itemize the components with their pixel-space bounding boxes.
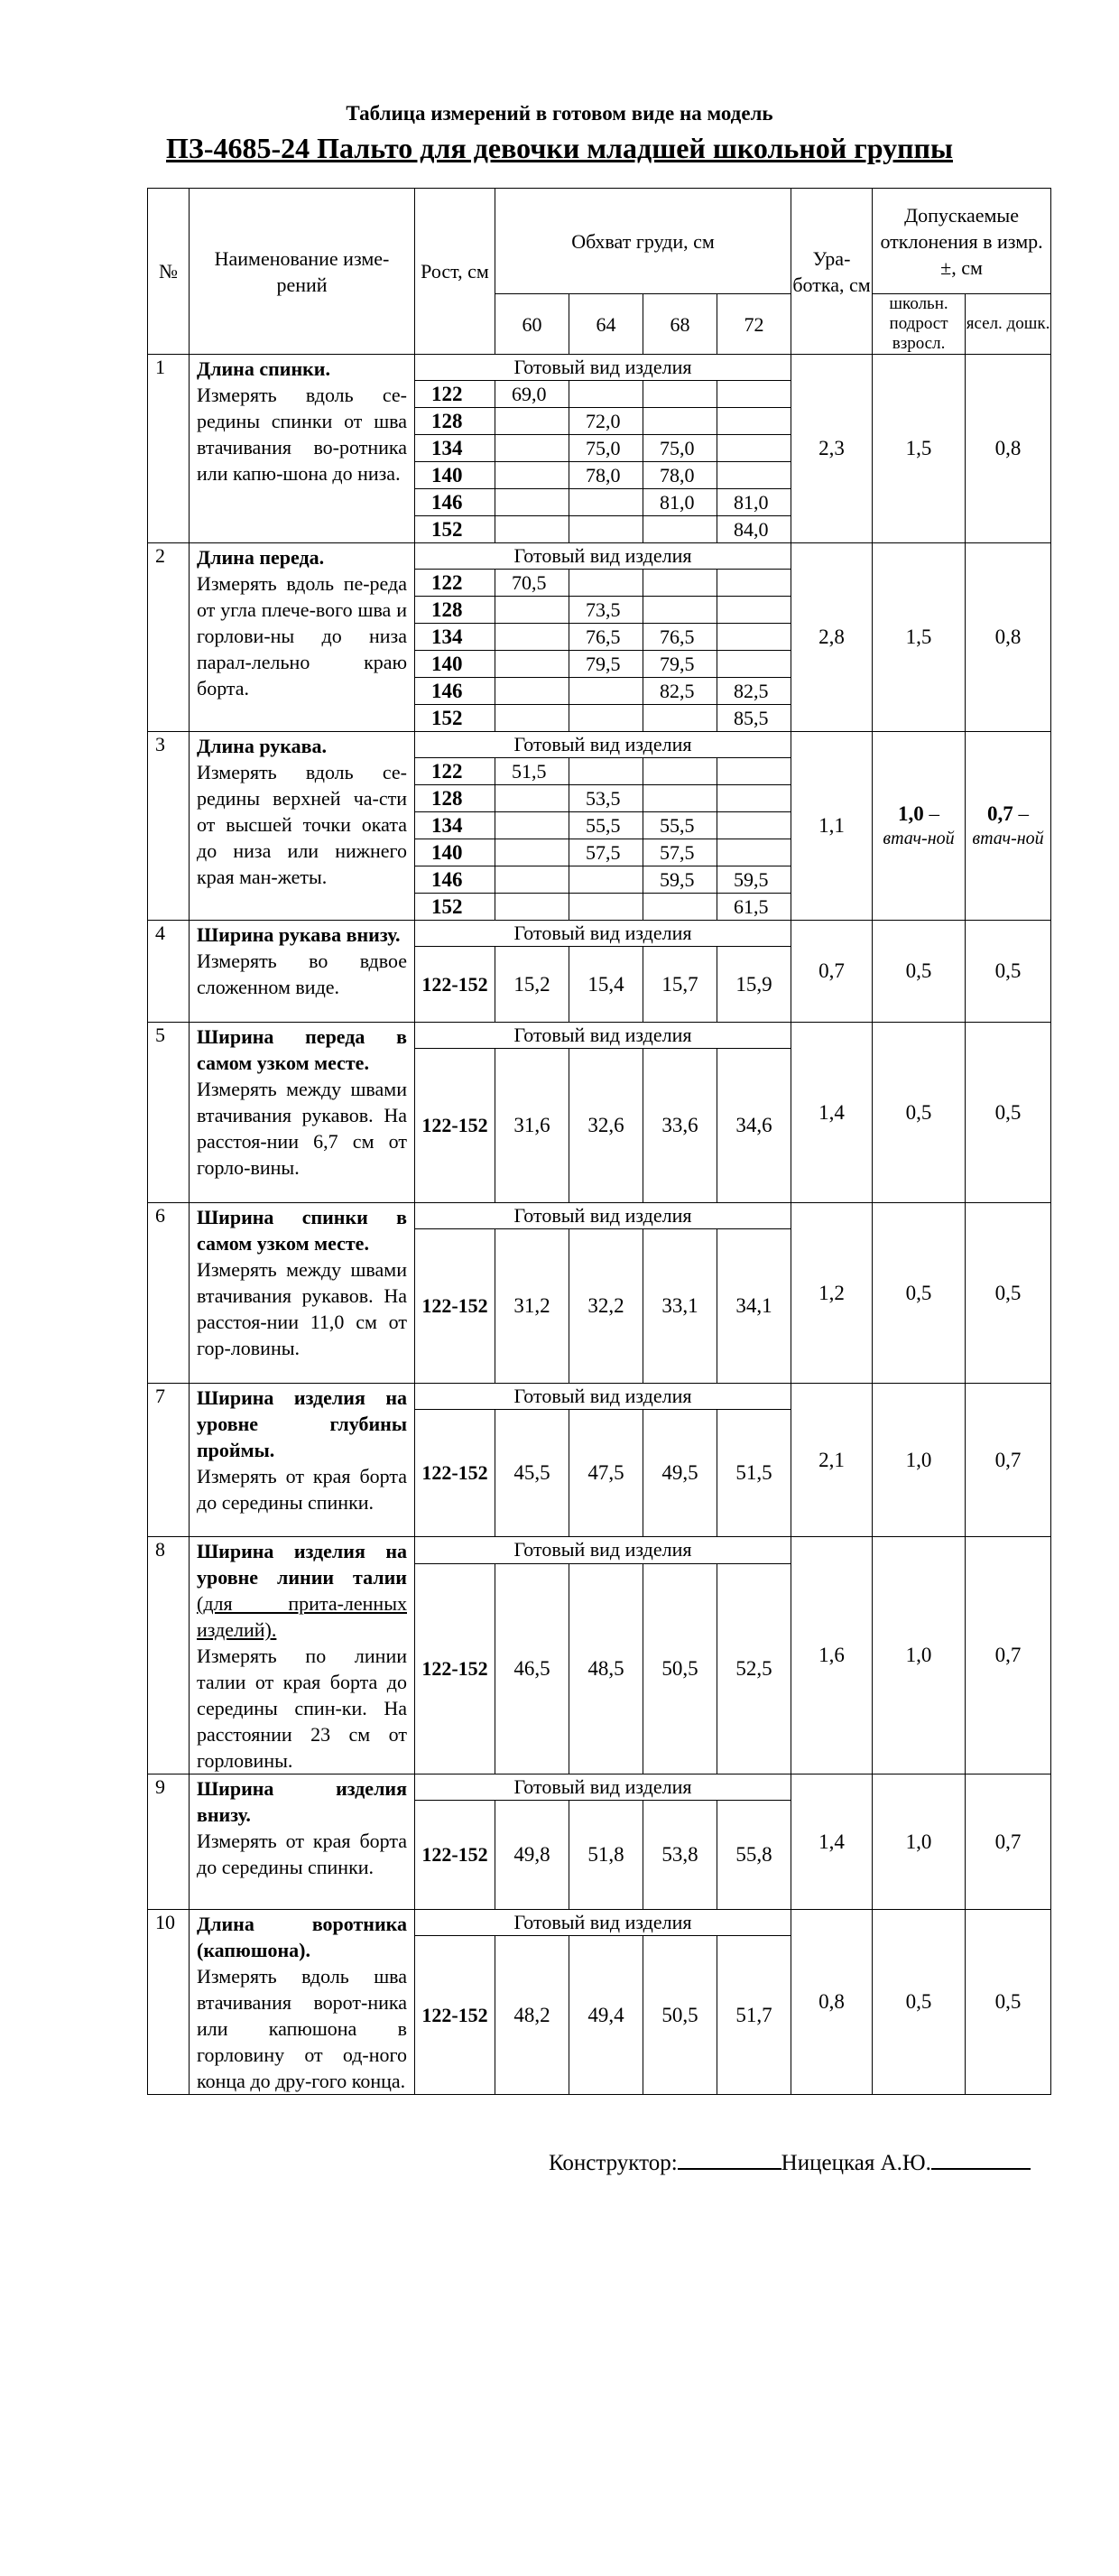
table-row	[148, 1023, 1051, 1049]
measurement-value: 78,0	[643, 462, 717, 489]
document-title-text: ПЗ-4685-24 Пальто для девочки младшей школьной группы	[166, 132, 953, 164]
header-chest-64: 64	[569, 294, 643, 355]
tolerance-nursery-value: 0,7	[994, 1448, 1022, 1471]
height-value: 128	[415, 408, 495, 435]
shrink-value: 1,1	[791, 732, 873, 921]
table-row	[148, 732, 1051, 758]
table-row	[148, 355, 1051, 381]
measurement-value	[569, 516, 643, 543]
tolerance-nursery	[966, 1774, 1051, 1910]
measurement-title: Ширина изделия на уровне линии талии	[197, 1540, 407, 1589]
shrink-value: 2,1	[791, 1384, 873, 1537]
height-value: 122	[415, 758, 495, 785]
height-value: 146	[415, 678, 495, 705]
measurement-value: 31,2	[495, 1229, 569, 1384]
measurement-value: 57,5	[569, 839, 643, 866]
measurement-name	[190, 1537, 415, 1774]
row-number: 5	[148, 1023, 190, 1203]
row-number: 7	[148, 1384, 190, 1537]
tolerance-nursery	[966, 732, 1051, 921]
measurement-value	[643, 570, 717, 597]
table-row	[148, 1537, 1051, 1564]
measurement-value: 59,5	[643, 866, 717, 894]
tolerance-nursery	[966, 355, 1051, 543]
measurement-value	[495, 839, 569, 866]
tolerance-school-value: 1,0	[905, 1448, 932, 1471]
measurement-value: 33,1	[643, 1229, 717, 1384]
measurement-title: Ширина изделия на уровне глубины проймы.	[197, 1386, 407, 1461]
measurement-value	[717, 785, 791, 812]
measurement-value: 48,5	[569, 1563, 643, 1774]
measurement-description: Измерять вдоль пе-реда от угла плече-вого шва и горлови-ны до низа парал-лельно краю борта.	[197, 572, 407, 700]
table-subtitle: Таблица измерений в готовом виде на модель	[346, 102, 773, 125]
height-value: 152	[415, 894, 495, 921]
document-title	[0, 132, 1119, 165]
tolerance-school-note: втач-ной	[883, 829, 955, 848]
tolerance-nursery-value: 0,5	[994, 1100, 1022, 1124]
header-name: Наименование изме-рений	[190, 189, 415, 355]
header-tol-school: школьн. подрост взросл.	[873, 294, 966, 355]
row-number: 8	[148, 1537, 190, 1774]
signature-line-end	[931, 2168, 1031, 2170]
measurement-name	[190, 543, 415, 732]
height-value: 146	[415, 866, 495, 894]
measurement-description: Измерять вдоль се-редины спинки от шва втачивания во-ротника или капю-шона до низа.	[197, 384, 407, 485]
tolerance-school	[873, 921, 966, 1023]
measurement-value: 57,5	[643, 839, 717, 866]
measurement-value	[643, 408, 717, 435]
measurement-value	[717, 624, 791, 651]
row-number: 4	[148, 921, 190, 1023]
tolerance-nursery	[966, 1203, 1051, 1384]
tolerance-school-value: 0,5	[905, 1281, 932, 1304]
measurement-value	[717, 758, 791, 785]
measurement-table	[147, 188, 1051, 2095]
measurement-title: Длина воротника (капюшона).	[197, 1913, 407, 1961]
measurement-value: 34,6	[717, 1049, 791, 1203]
measurement-name	[190, 732, 415, 921]
measurement-value: 49,4	[569, 1936, 643, 2095]
measurement-value	[643, 758, 717, 785]
height-range: 122-152	[415, 1229, 495, 1384]
measurement-value	[569, 570, 643, 597]
measurement-value: 82,5	[717, 678, 791, 705]
signature-line	[678, 2168, 781, 2170]
row-number: 9	[148, 1774, 190, 1910]
header-no: №	[148, 189, 190, 355]
ready-view-label: Готовый вид изделия	[415, 1910, 791, 1936]
measurement-value	[717, 462, 791, 489]
tolerance-school	[873, 1203, 966, 1384]
measurement-value	[569, 489, 643, 516]
measurement-value: 82,5	[643, 678, 717, 705]
header-height: Рост, см	[415, 189, 495, 355]
height-value: 134	[415, 624, 495, 651]
tolerance-nursery	[966, 543, 1051, 732]
measurement-name	[190, 921, 415, 1023]
height-value: 140	[415, 839, 495, 866]
height-range: 122-152	[415, 1410, 495, 1537]
measurement-title: Ширина спинки в самом узком месте.	[197, 1206, 407, 1255]
measurement-value	[717, 435, 791, 462]
constructor-name: Ницецкая А.Ю.	[781, 2151, 931, 2175]
measurement-value: 81,0	[643, 489, 717, 516]
measurement-value	[495, 624, 569, 651]
measurement-value	[495, 408, 569, 435]
measurement-value: 15,9	[717, 947, 791, 1023]
measurement-value	[495, 866, 569, 894]
measurement-value: 48,2	[495, 1936, 569, 2095]
measurement-description: Измерять между швами втачивания рукавов. На расстоя-нии 11,0 см от гор-ловины.	[197, 1258, 407, 1359]
height-value: 134	[415, 435, 495, 462]
measurement-value: 72,0	[569, 408, 643, 435]
tolerance-nursery	[966, 1384, 1051, 1537]
measurement-value: 49,8	[495, 1801, 569, 1910]
height-range: 122-152	[415, 1563, 495, 1774]
height-value: 122	[415, 570, 495, 597]
tolerance-nursery-value: 0,8	[994, 625, 1022, 648]
measurement-value: 50,5	[643, 1563, 717, 1774]
measurement-value: 31,6	[495, 1049, 569, 1203]
tolerance-school	[873, 1023, 966, 1203]
height-range: 122-152	[415, 947, 495, 1023]
measurement-description: Измерять вдоль се-редины верхней ча-сти от высшей точки оката до низа или нижнего края ман-жеты.	[197, 761, 407, 888]
measurement-value: 75,0	[569, 435, 643, 462]
measurement-value	[495, 516, 569, 543]
measurement-name	[190, 1774, 415, 1910]
header-chest-60: 60	[495, 294, 569, 355]
measurement-value: 81,0	[717, 489, 791, 516]
height-range: 122-152	[415, 1049, 495, 1203]
height-range: 122-152	[415, 1801, 495, 1910]
shrink-value: 0,7	[791, 921, 873, 1023]
tolerance-school-value: 1,0	[905, 1644, 932, 1666]
tolerance-nursery-note: втач-ной	[972, 829, 1044, 848]
tolerance-school-value: 1,5	[905, 437, 932, 459]
measurement-value: 51,5	[495, 758, 569, 785]
tolerance-school	[873, 1384, 966, 1537]
measurement-value: 51,7	[717, 1936, 791, 2095]
measurement-value	[569, 705, 643, 732]
row-number: 1	[148, 355, 190, 543]
measurement-value	[495, 785, 569, 812]
measurement-value: 51,5	[717, 1410, 791, 1537]
height-range: 122-152	[415, 1936, 495, 2095]
measurement-value	[717, 570, 791, 597]
tolerance-school-value: 0,5	[905, 1100, 932, 1124]
height-value: 128	[415, 597, 495, 624]
measurement-title: Ширина изделия внизу.	[197, 1777, 407, 1826]
measurement-value: 53,8	[643, 1801, 717, 1910]
measurement-value: 49,5	[643, 1410, 717, 1537]
measurement-value: 69,0	[495, 381, 569, 408]
measurement-title: Длина рукава.	[197, 735, 327, 757]
measurement-title: Длина переда.	[197, 546, 325, 569]
ready-view-label: Готовый вид изделия	[415, 1203, 791, 1229]
measurement-name	[190, 1023, 415, 1203]
measurement-value	[643, 516, 717, 543]
tolerance-school-value: 0,5	[905, 959, 932, 982]
measurement-value	[569, 381, 643, 408]
table-row	[148, 1203, 1051, 1229]
tolerance-nursery	[966, 921, 1051, 1023]
header-chest-72: 72	[717, 294, 791, 355]
measurement-value: 76,5	[569, 624, 643, 651]
height-value: 146	[415, 489, 495, 516]
ready-view-label: Готовый вид изделия	[415, 355, 791, 381]
measurement-description: Измерять во вдвое сложенном виде.	[197, 950, 407, 998]
tolerance-nursery	[966, 1537, 1051, 1774]
measurement-value: 76,5	[643, 624, 717, 651]
height-value: 152	[415, 705, 495, 732]
table-row	[148, 543, 1051, 570]
table-row	[148, 1384, 1051, 1410]
shrink-value: 1,6	[791, 1537, 873, 1774]
tolerance-nursery	[966, 1023, 1051, 1203]
height-value: 128	[415, 785, 495, 812]
measurement-value: 55,5	[569, 812, 643, 839]
measurement-value	[643, 785, 717, 812]
header-shrink: Ура-ботка, см	[791, 189, 873, 355]
measurement-value	[495, 705, 569, 732]
height-value: 140	[415, 651, 495, 678]
ready-view-label: Готовый вид изделия	[415, 543, 791, 570]
measurement-name	[190, 355, 415, 543]
measurement-name	[190, 1910, 415, 2095]
tolerance-school	[873, 1910, 966, 2095]
table-row	[148, 921, 1051, 947]
tolerance-dash: –	[1018, 802, 1030, 825]
measurement-value: 79,5	[569, 651, 643, 678]
measurement-value	[495, 597, 569, 624]
measurement-value: 61,5	[717, 894, 791, 921]
header-tol-nursery: ясел. дошк.	[966, 294, 1051, 355]
measurement-value: 53,5	[569, 785, 643, 812]
measurement-value	[643, 894, 717, 921]
measurement-value: 34,1	[717, 1229, 791, 1384]
ready-view-label: Готовый вид изделия	[415, 1023, 791, 1049]
measurement-value: 59,5	[717, 866, 791, 894]
measurement-title: Ширина переда в самом узком месте.	[197, 1025, 407, 1074]
measurement-value	[569, 758, 643, 785]
measurement-value	[643, 705, 717, 732]
tolerance-school	[873, 1774, 966, 1910]
tolerance-nursery-value: 0,7	[987, 802, 1013, 825]
height-value: 122	[415, 381, 495, 408]
tolerance-school	[873, 1537, 966, 1774]
tolerance-school	[873, 355, 966, 543]
measurement-value	[717, 651, 791, 678]
height-value: 134	[415, 812, 495, 839]
measurement-description: Измерять между швами втачивания рукавов. На расстоя-нии 6,7 см от горло-вины.	[197, 1078, 407, 1179]
measurement-value	[495, 894, 569, 921]
ready-view-label: Готовый вид изделия	[415, 921, 791, 947]
measurement-value	[495, 462, 569, 489]
tolerance-school	[873, 732, 966, 921]
measurement-value: 55,5	[643, 812, 717, 839]
measurement-value: 15,7	[643, 947, 717, 1023]
row-number: 2	[148, 543, 190, 732]
measurement-value: 32,6	[569, 1049, 643, 1203]
measurement-description: Измерять по линии талии от края борта до середины спин-ки. На расстоянии 23 см от горловины.	[197, 1645, 407, 1772]
height-value: 152	[415, 516, 495, 543]
measurement-value	[495, 489, 569, 516]
measurement-value: 15,2	[495, 947, 569, 1023]
tolerance-nursery-value: 0,7	[994, 1644, 1022, 1666]
ready-view-label: Готовый вид изделия	[415, 732, 791, 758]
measurement-value	[717, 381, 791, 408]
measurement-value: 46,5	[495, 1563, 569, 1774]
measurement-value: 55,8	[717, 1801, 791, 1910]
measurement-title: Длина спинки.	[197, 357, 330, 380]
measurement-value	[495, 678, 569, 705]
measurement-value	[495, 651, 569, 678]
measurement-value: 50,5	[643, 1936, 717, 2095]
measurement-value: 85,5	[717, 705, 791, 732]
measurement-value	[643, 597, 717, 624]
constructor-signature	[549, 2151, 1031, 2176]
measurement-value	[717, 839, 791, 866]
shrink-value: 2,3	[791, 355, 873, 543]
measurement-description: Измерять от края борта до середины спинки.	[197, 1830, 407, 1878]
header-chest-68: 68	[643, 294, 717, 355]
tolerance-school-value: 1,0	[905, 1830, 932, 1853]
measurement-value	[717, 597, 791, 624]
measurement-value	[717, 812, 791, 839]
measurement-value: 78,0	[569, 462, 643, 489]
measurement-value: 75,0	[643, 435, 717, 462]
tolerance-nursery-value: 0,5	[994, 1281, 1022, 1304]
tolerance-school-value: 1,0	[898, 802, 924, 825]
measurement-table-container	[147, 188, 1050, 2095]
header-tolerance: Допускаемые отклонения в измр. ±, см	[873, 189, 1051, 294]
tolerance-school-value: 0,5	[905, 1990, 932, 2013]
tolerance-nursery-value: 0,5	[994, 959, 1022, 982]
measurement-value	[569, 678, 643, 705]
shrink-value: 1,4	[791, 1774, 873, 1910]
ready-view-label: Готовый вид изделия	[415, 1774, 791, 1801]
header-chest: Обхват груди, см	[495, 189, 791, 294]
measurement-description: Измерять вдоль шва втачивания ворот-ника или капюшона в горловину от од-ного конца до дру-гого конца.	[197, 1965, 407, 2092]
table-body	[148, 355, 1051, 2095]
measurement-value	[717, 408, 791, 435]
shrink-value: 1,2	[791, 1203, 873, 1384]
row-number: 3	[148, 732, 190, 921]
measurement-value: 47,5	[569, 1410, 643, 1537]
ready-view-label: Готовый вид изделия	[415, 1384, 791, 1410]
measurement-value: 33,6	[643, 1049, 717, 1203]
measurement-title: Ширина рукава внизу.	[197, 923, 401, 946]
measurement-value: 45,5	[495, 1410, 569, 1537]
row-number: 10	[148, 1910, 190, 2095]
measurement-value: 84,0	[717, 516, 791, 543]
measurement-name	[190, 1384, 415, 1537]
measurement-value: 15,4	[569, 947, 643, 1023]
shrink-value: 0,8	[791, 1910, 873, 2095]
ready-view-label: Готовый вид изделия	[415, 1537, 791, 1564]
measurement-value	[495, 812, 569, 839]
measurement-value	[495, 435, 569, 462]
tolerance-school	[873, 543, 966, 732]
tolerance-nursery	[966, 1910, 1051, 2095]
measurement-value: 32,2	[569, 1229, 643, 1384]
tolerance-nursery-value: 0,7	[994, 1830, 1022, 1853]
tolerance-nursery-value: 0,5	[994, 1990, 1022, 2013]
shrink-value: 1,4	[791, 1023, 873, 1203]
tolerance-dash: –	[929, 802, 940, 825]
height-value: 140	[415, 462, 495, 489]
measurement-value: 73,5	[569, 597, 643, 624]
shrink-value: 2,8	[791, 543, 873, 732]
table-row	[148, 1774, 1051, 1801]
measurement-value	[643, 381, 717, 408]
measurement-value	[569, 866, 643, 894]
tolerance-school-value: 1,5	[905, 625, 932, 648]
measurement-description: Измерять от края борта до середины спинки.	[197, 1465, 407, 1514]
row-number: 6	[148, 1203, 190, 1384]
measurement-note: (для прита-ленных изделий).	[197, 1592, 407, 1641]
constructor-label: Конструктор:	[549, 2151, 678, 2175]
measurement-value: 79,5	[643, 651, 717, 678]
measurement-value: 51,8	[569, 1801, 643, 1910]
table-row	[148, 1910, 1051, 1936]
measurement-value	[569, 894, 643, 921]
tolerance-nursery-value: 0,8	[994, 437, 1022, 459]
measurement-value: 70,5	[495, 570, 569, 597]
measurement-name	[190, 1203, 415, 1384]
measurement-value: 52,5	[717, 1563, 791, 1774]
